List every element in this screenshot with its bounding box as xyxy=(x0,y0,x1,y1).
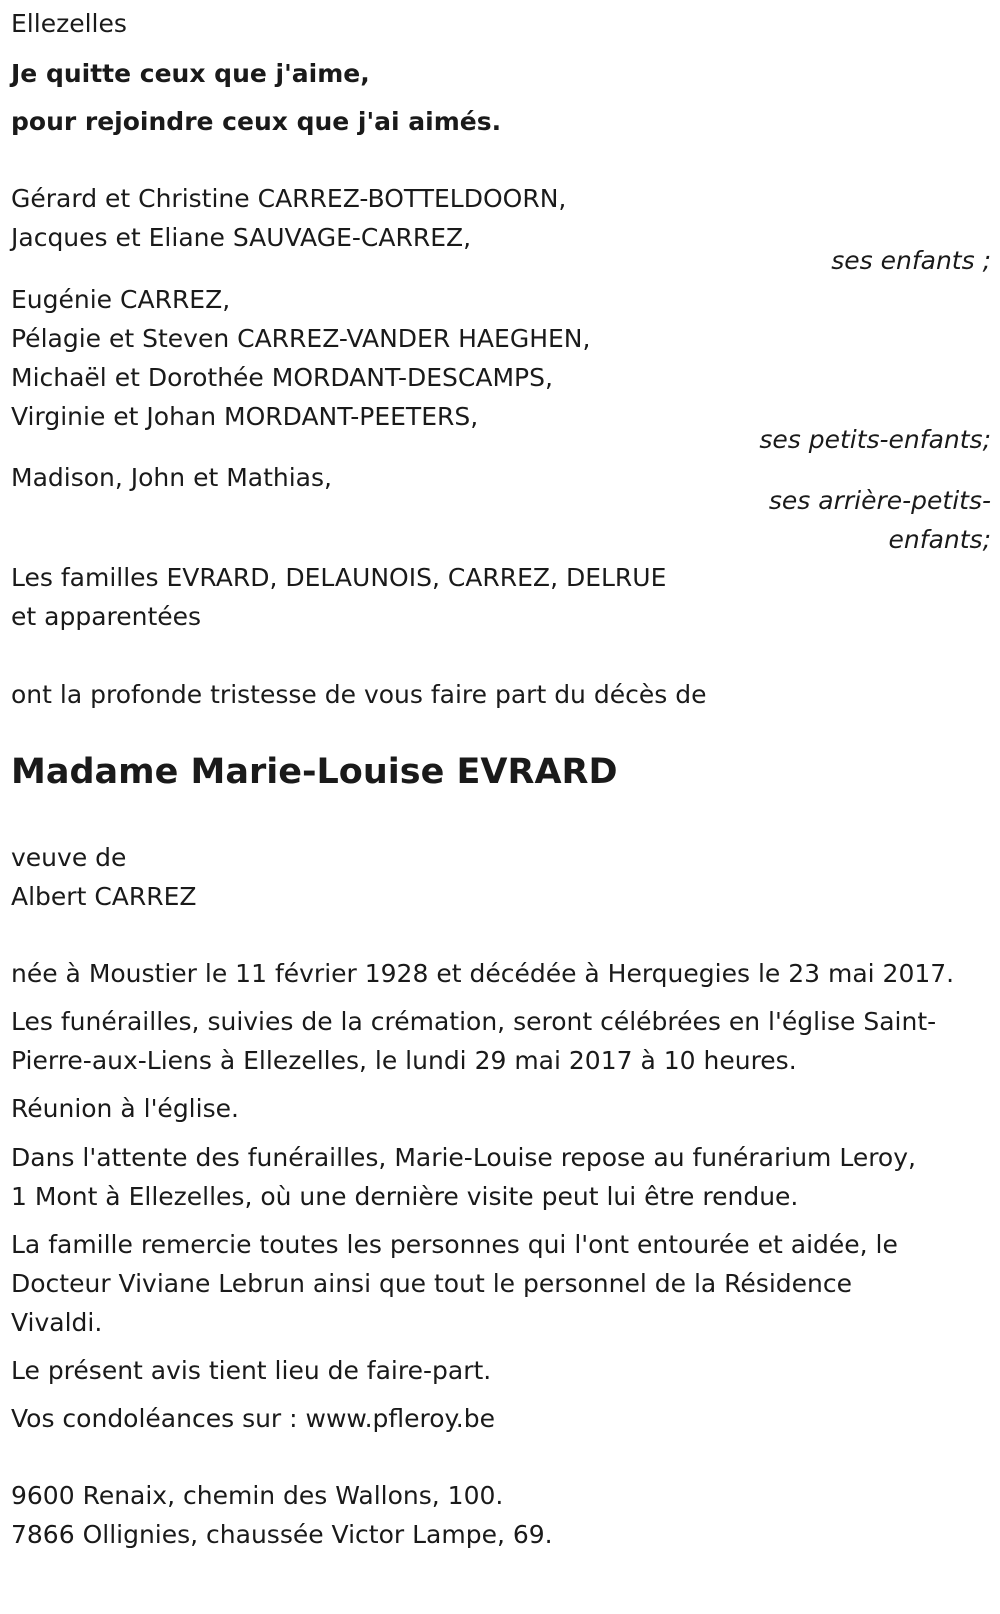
address-1: 9600 Renaix, chemin des Wallons, 100. xyxy=(11,1481,504,1510)
grandchild-name-4: Virginie et Johan MORDANT-PEETERS, xyxy=(11,402,479,431)
deceased-name: Madame Marie-Louise EVRARD xyxy=(11,752,618,792)
children-name-2: Jacques et Eliane SAUVAGE-CARREZ, xyxy=(11,223,472,252)
funeral-line-1: Les funérailles, suivies de la crémation, seront célébrées en l'église Saint- xyxy=(11,1007,937,1036)
funeral-line-2: Pierre-aux-Liens à Ellezelles, le lundi 29 mai 2017 à 10 heures. xyxy=(11,1046,797,1075)
announcement: ont la profonde tristesse de vous faire part du décès de xyxy=(11,680,707,709)
great-grandchildren-names: Madison, John et Mathias, xyxy=(11,463,332,492)
grandchild-name-2: Pélagie et Steven CARREZ-VANDER HAEGHEN, xyxy=(11,324,591,353)
epigraph-line-2: pour rejoindre ceux que j'ai aimés. xyxy=(11,107,502,136)
widow-line-2: Albert CARREZ xyxy=(11,882,197,911)
thanks-line-1: La famille remercie toutes les personnes qui l'ont entourée et aidée, le xyxy=(11,1230,898,1259)
families-line-2: et apparentées xyxy=(11,602,202,631)
children-relation: ses enfants ; xyxy=(831,246,991,275)
grandchild-name-1: Eugénie CARREZ, xyxy=(11,285,231,314)
grandchildren-relation: ses petits-enfants; xyxy=(759,425,991,454)
great-grandchildren-relation-1: ses arrière-petits- xyxy=(768,486,991,515)
thanks-line-3: Vivaldi. xyxy=(11,1308,103,1337)
repose-line-2: 1 Mont à Ellezelles, où une dernière visite peut lui être rendue. xyxy=(11,1182,799,1211)
families-line-1: Les familles EVRARD, DELAUNOIS, CARREZ, DELRUE xyxy=(11,563,667,592)
widow-line-1: veuve de xyxy=(11,843,127,872)
children-name-1: Gérard et Christine CARREZ-BOTTELDOORN, xyxy=(11,184,567,213)
grandchild-name-3: Michaël et Dorothée MORDANT-DESCAMPS, xyxy=(11,363,553,392)
notice: Le présent avis tient lieu de faire-part. xyxy=(11,1356,492,1385)
condolences: Vos condoléances sur : www.pfleroy.be xyxy=(11,1404,495,1433)
location: Ellezelles xyxy=(11,9,127,38)
thanks-line-2: Docteur Viviane Lebrun ainsi que tout le personnel de la Résidence xyxy=(11,1269,853,1298)
great-grandchildren-relation-2: enfants; xyxy=(888,525,991,554)
birth-death: née à Moustier le 11 février 1928 et décédée à Herquegies le 23 mai 2017. xyxy=(11,959,955,988)
meeting: Réunion à l'église. xyxy=(11,1094,239,1123)
address-2: 7866 Ollignies, chaussée Victor Lampe, 69. xyxy=(11,1520,553,1549)
repose-line-1: Dans l'attente des funérailles, Marie-Louise repose au funérarium Leroy, xyxy=(11,1143,916,1172)
epigraph-line-1: Je quitte ceux que j'aime, xyxy=(11,59,370,88)
